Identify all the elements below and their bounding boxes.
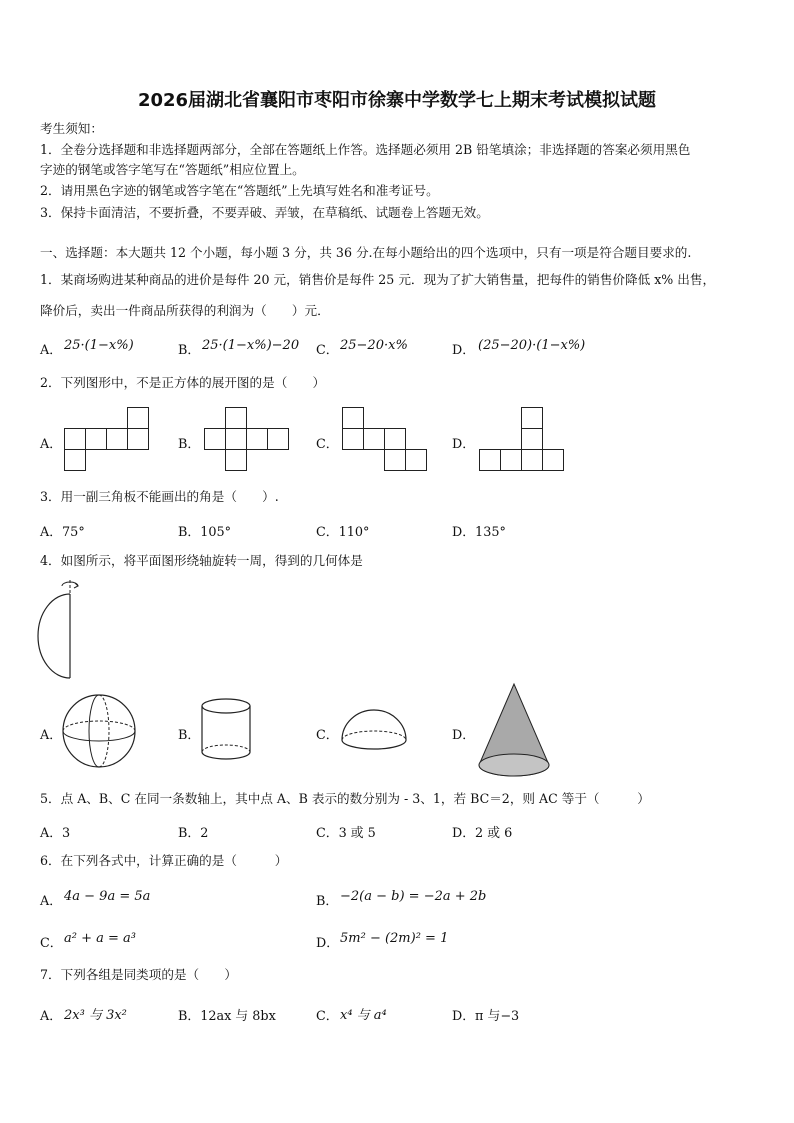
- q4-cone: [476, 680, 556, 780]
- page-title: 2026届湖北省襄阳市枣阳市徐寨中学数学七上期末考试模拟试题: [137, 90, 657, 111]
- q5-option-a: A．3: [40, 826, 71, 841]
- q1-option-a-label: A．: [40, 343, 63, 358]
- q1-stem-line1: 1．某商场购进某种商品的进价是每件 20 元，销售价是每件 25 元．现为了扩大销售量，把每件的销售价降低 x% 出售，: [40, 272, 716, 287]
- q2-stem: 2．下列图形中，不是正方体的展开图的是（ ）: [40, 375, 326, 390]
- q2-option-a-label: A．: [40, 437, 63, 452]
- q6-option-c-label: C．: [40, 936, 63, 951]
- q5-option-d: D．2 或 6: [452, 826, 513, 841]
- q3-option-d: D．135°: [452, 525, 506, 540]
- q2-net-d: [479, 406, 569, 472]
- q6-option-a: 4a − 9a = 5a: [64, 889, 151, 904]
- q6-option-c: a² + a = a³: [64, 931, 136, 946]
- q1-stem-line2: 降价后，卖出一件商品所获得的利润为（ ）元．: [40, 303, 330, 318]
- q4-hemisphere: [340, 708, 410, 756]
- q5-stem: 5．点 A、B、C 在同一条数轴上，其中点 A、B 表示的数分别为 - 3、1，若 BC＝2，则 AC 等于（ ）: [40, 791, 650, 806]
- q2-net-c: [342, 406, 432, 472]
- q7-option-d: D．π 与−3: [452, 1009, 520, 1024]
- notice-item-1a: 1．全卷分选择题和非选择题两部分，全部在答题纸上作答。选择题必须用 2B 铅笔填涂；非选择题的答案必须用黑色: [40, 142, 691, 157]
- q1-option-d: (25−20)·(1−x%): [478, 338, 586, 353]
- notice-item-2: 2．请用黑色字迹的钢笔或答字笔在“答题纸”上先填写姓名和准考证号。: [40, 183, 439, 198]
- q3-option-b: B．105°: [178, 525, 232, 540]
- q7-option-a-label: A．: [40, 1009, 63, 1024]
- q1-option-d-label: D．: [452, 343, 476, 358]
- q2-option-c-label: C．: [316, 437, 339, 452]
- q3-option-c: C．110°: [316, 525, 370, 540]
- notice-item-1b: 字迹的钢笔或答字笔写在“答题纸”相应位置上。: [40, 162, 305, 177]
- q7-option-c-label: C．: [316, 1009, 339, 1024]
- q5-option-c: C．3 或 5: [316, 826, 376, 841]
- q3-option-a: A．75°: [40, 525, 85, 540]
- q4-option-b-label: B．: [178, 728, 201, 743]
- q7-stem: 7．下列各组是同类项的是（ ）: [40, 967, 237, 982]
- section-heading: 一、选择题：本大题共 12 个小题，每小题 3 分，共 36 分.在每小题给出的四个选项中，只有一项是符合题目要求的.: [40, 245, 692, 260]
- q6-option-a-label: A．: [40, 894, 63, 909]
- q6-option-d: 5m² − (2m)² = 1: [340, 931, 449, 946]
- notice-item-3: 3．保持卡面清洁，不要折叠，不要弄破、弄皱，在草稿纸、试题卷上答题无效。: [40, 205, 489, 220]
- q4-semicircle-figure: [34, 576, 94, 686]
- q2-option-b-label: B．: [178, 437, 201, 452]
- q2-net-a: [64, 406, 154, 472]
- q6-stem: 6．在下列各式中，计算正确的是（ ）: [40, 853, 288, 868]
- q4-sphere: [60, 692, 140, 772]
- q6-option-d-label: D．: [316, 936, 340, 951]
- q6-option-b-label: B．: [316, 894, 339, 909]
- q1-option-c: 25−20·x%: [340, 338, 408, 353]
- q1-option-a: 25·(1−x%): [64, 338, 134, 353]
- q4-option-d-label: D．: [452, 728, 476, 743]
- q1-option-b: 25·(1−x%)−20: [202, 338, 300, 353]
- q7-option-c: x⁴ 与 a⁴: [340, 1008, 387, 1023]
- q1-option-b-label: B．: [178, 343, 201, 358]
- q4-option-c-label: C．: [316, 728, 339, 743]
- q2-net-b: [204, 406, 294, 472]
- q6-option-b: −2(a − b) = −2a + 2b: [340, 889, 487, 904]
- q2-option-d-label: D．: [452, 437, 476, 452]
- notice-heading: 考生须知：: [40, 121, 103, 136]
- q7-option-b: B．12ax 与 8bx: [178, 1009, 276, 1024]
- q1-option-c-label: C．: [316, 343, 339, 358]
- q4-stem: 4．如图所示，将平面图形绕轴旋转一周，得到的几何体是: [40, 553, 363, 568]
- q7-option-a: 2x³ 与 3x²: [64, 1008, 127, 1023]
- q3-stem: 3．用一副三角板不能画出的角是（ ）.: [40, 489, 279, 504]
- q4-cylinder: [200, 696, 260, 766]
- q5-option-b: B．2: [178, 826, 209, 841]
- q4-option-a-label: A．: [40, 728, 63, 743]
